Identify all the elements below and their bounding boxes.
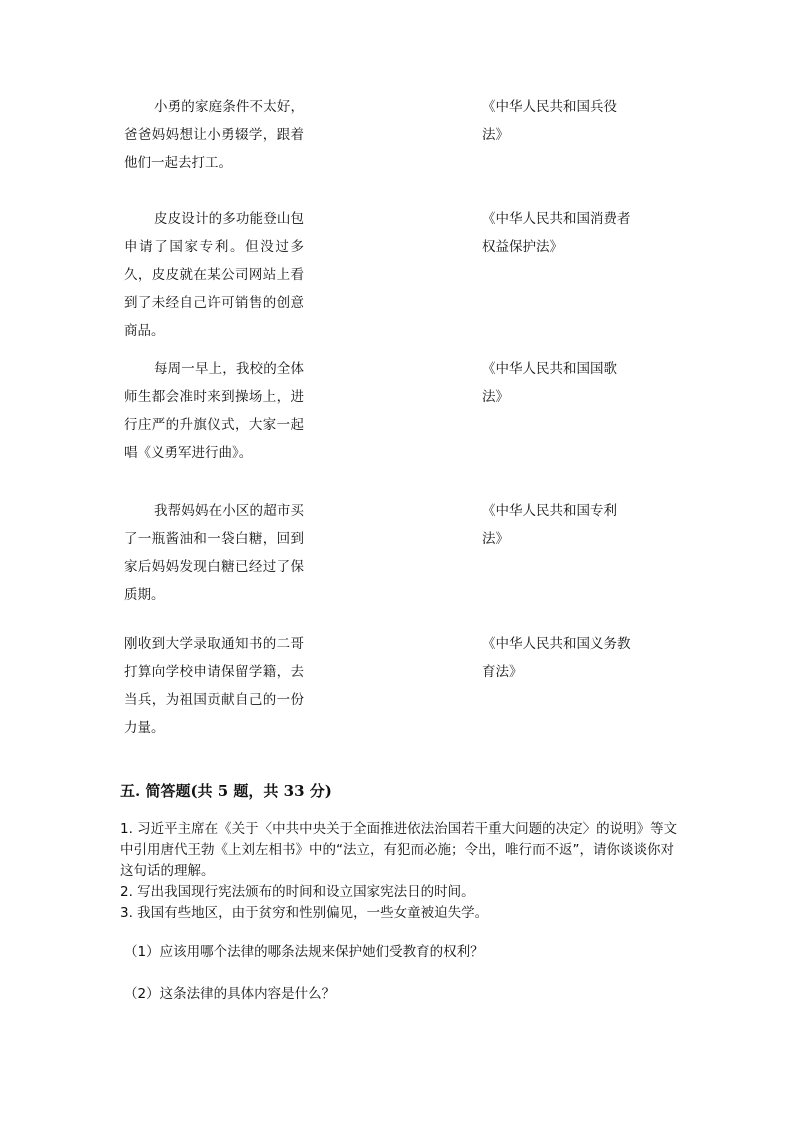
law-item-1: 《中华人民共和国兵役法》 xyxy=(482,99,617,143)
case-item-3: 每周一早上，我校的全体师生都会准时来到操场上，进行庄严的升旗仪式，大家一起唱《义勇军进行曲》。 xyxy=(124,361,304,461)
question-1: 1. 习近平主席在《关于〈中共中央关于全面推进依法治国若干重大问题的决定〉的说明》等文中引用唐代王勃《上刘左相书》中的“法立，有犯而必施；令出，唯行而不返”，请你谈谈你对这句话的理解。 xyxy=(120,821,678,879)
law-item-5: 《中华人民共和国义务教育法》 xyxy=(482,636,631,680)
case-item-2: 皮皮设计的多功能登山包申请了国家专利。但没过多久，皮皮就在某公司网站上看到了未经自己许可销售的创意商品。 xyxy=(124,211,304,339)
case-item-4: 我帮妈妈在小区的超市买了一瓶酱油和一袋白糖，回到家后妈妈发现白糖已经过了保质期。 xyxy=(124,503,304,603)
question-2: 2. 写出我国现行宪法颁布的时间和设立国家宪法日的时间。 xyxy=(120,884,475,900)
case-item-5: 刚收到大学录取通知书的二哥打算向学校申请保留学籍，去当兵，为祖国贡献自己的一份力量。 xyxy=(124,636,304,736)
law-item-2: 《中华人民共和国消费者权益保护法》 xyxy=(482,211,631,255)
question-3-sub-1: （1）应该用哪个法律的哪条法规来保护她们受教育的权利？ xyxy=(124,944,484,960)
law-item-4: 《中华人民共和国专利法》 xyxy=(482,503,617,547)
section-title: 五. 简答题(共 5 题，共 33 分) xyxy=(120,782,332,800)
question-3: 3. 我国有些地区，由于贫穷和性别偏见，一些女童被迫失学。 xyxy=(120,905,489,921)
question-3-sub-2: （2）这条法律的具体内容是什么？ xyxy=(124,986,336,1002)
case-item-1: 小勇的家庭条件不太好，爸爸妈妈想让小勇辍学，跟着他们一起去打工。 xyxy=(124,99,304,171)
law-item-3: 《中华人民共和国国歌法》 xyxy=(482,361,617,405)
